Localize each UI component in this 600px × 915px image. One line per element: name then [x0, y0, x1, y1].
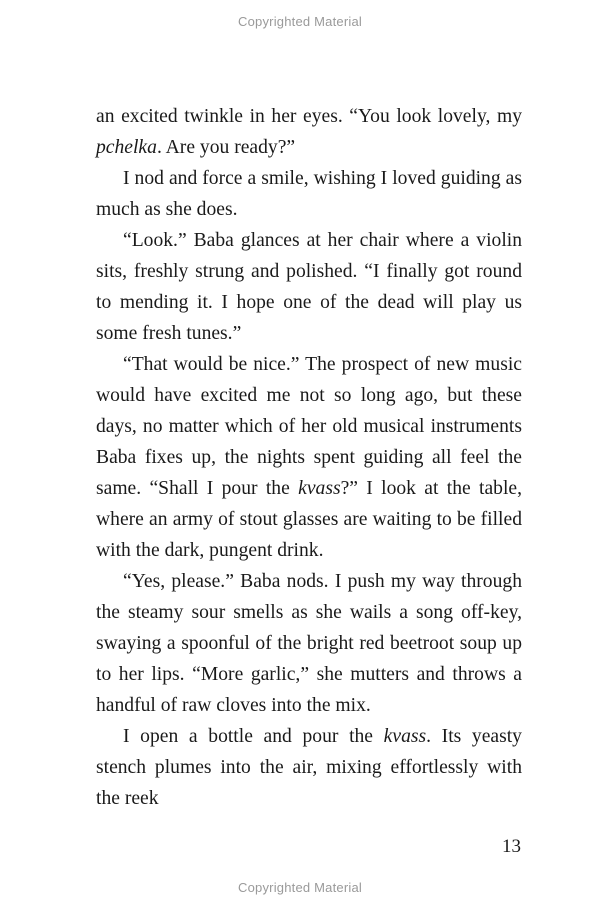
paragraph: [96, 566, 522, 721]
paragraph: [96, 225, 522, 349]
text-run: . Its yeasty stench plumes into the air, mixing effortlessly with the reek: [96, 726, 522, 809]
text-run: ?” I look at the table, where an army of stout glasses are waiting to be filled with the dark, pungent drink.: [96, 478, 522, 561]
copyright-watermark-top: Copyrighted Material: [238, 14, 362, 29]
paragraph: [96, 721, 522, 814]
paragraph: [96, 101, 522, 163]
body-text: [96, 101, 522, 814]
text-run: an excited twinkle in her eyes. “You look lovely, my: [96, 106, 522, 127]
italic-text: kvass: [298, 478, 341, 499]
text-run: . Are you ready?”: [156, 137, 296, 158]
paragraph: [96, 349, 522, 566]
text-run: “That would be nice.” The prospect of new music would have excited me not so long ago, but these days, no matter which of her old musical instruments Baba fixes up, the nights spent guiding all feel the same. “Shall I pour the: [96, 354, 522, 499]
italic-text: pchelka: [96, 137, 157, 158]
italic-text: kvass: [383, 726, 427, 747]
text-run: I open a bottle and pour the: [123, 726, 384, 747]
page-number: 13: [502, 836, 521, 857]
paragraph: [96, 163, 522, 225]
copyright-watermark-bottom: Copyrighted Material: [238, 880, 362, 895]
text-run: I nod and force a smile, wishing I loved guiding as much as she does.: [96, 168, 522, 220]
text-run: “Yes, please.” Baba nods. I push my way through the steamy sour smells as she wails a song off-key, swaying a spoonful of the bright red beetroot soup up to her lips. “More garlic,” she mutters and throws a handful of raw cloves into the mix.: [96, 571, 522, 716]
text-run: “Look.” Baba glances at her chair where a violin sits, freshly strung and polished. “I finally got round to mending it. I hope one of the dead will play us some fresh tunes.”: [96, 230, 522, 344]
